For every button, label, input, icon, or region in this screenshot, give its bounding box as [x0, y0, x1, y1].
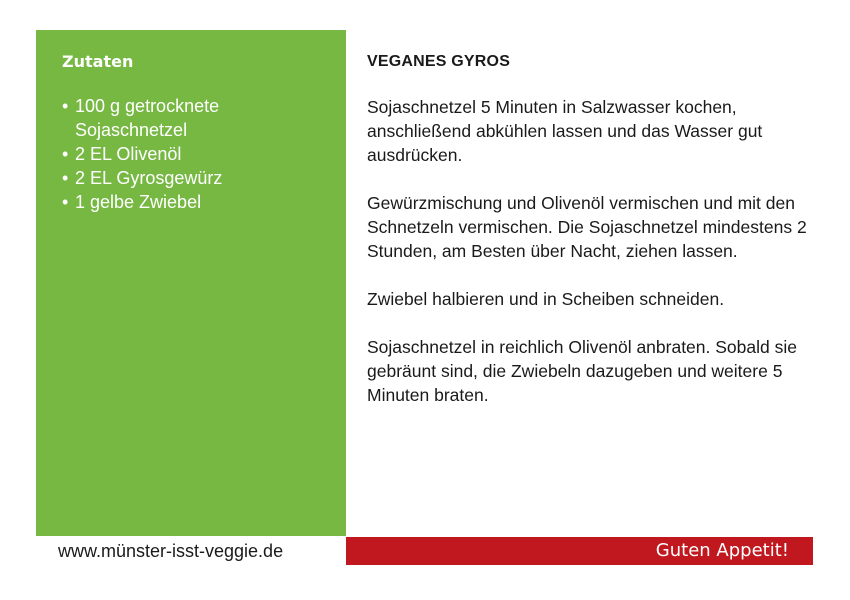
ingredients-list	[62, 94, 346, 214]
ingredient-item: • 2 EL Olivenöl	[62, 142, 305, 166]
ingredient-item: • 1 gelbe Zwiebel	[62, 190, 305, 214]
recipe-step: Gewürzmischung und Olivenöl vermischen und mit den Schnetzeln vermischen. Die Sojaschnetzel mindestens 2 Stunden, am Besten über Nacht, ziehen lassen.	[367, 193, 807, 261]
footer-bar	[346, 537, 813, 565]
ingredient-item: • 100 g getrocknete Sojaschnetzel	[62, 94, 305, 142]
recipe-step: Sojaschnetzel in reichlich Olivenöl anbraten. Sobald sie gebräunt sind, die Zwiebeln dazugeben und weitere 5 Minuten braten.	[367, 337, 797, 405]
ingredients-heading: Zutaten	[62, 52, 134, 71]
recipe-step: Sojaschnetzel 5 Minuten in Salzwasser kochen, anschließend abkühlen lassen und das Wasser gut ausdrücken.	[367, 97, 763, 165]
footer-tagline: Guten Appetit!	[655, 540, 789, 561]
recipe-title: VEGANES GYROS	[367, 53, 511, 70]
ingredients-panel	[36, 30, 346, 536]
website-link[interactable]: www.münster-isst-veggie.de	[58, 541, 284, 561]
ingredient-item: • 2 EL Gyrosgewürz	[62, 166, 305, 190]
recipe-content	[367, 51, 837, 431]
recipe-step: Zwiebel halbieren und in Scheiben schneiden.	[367, 289, 725, 309]
